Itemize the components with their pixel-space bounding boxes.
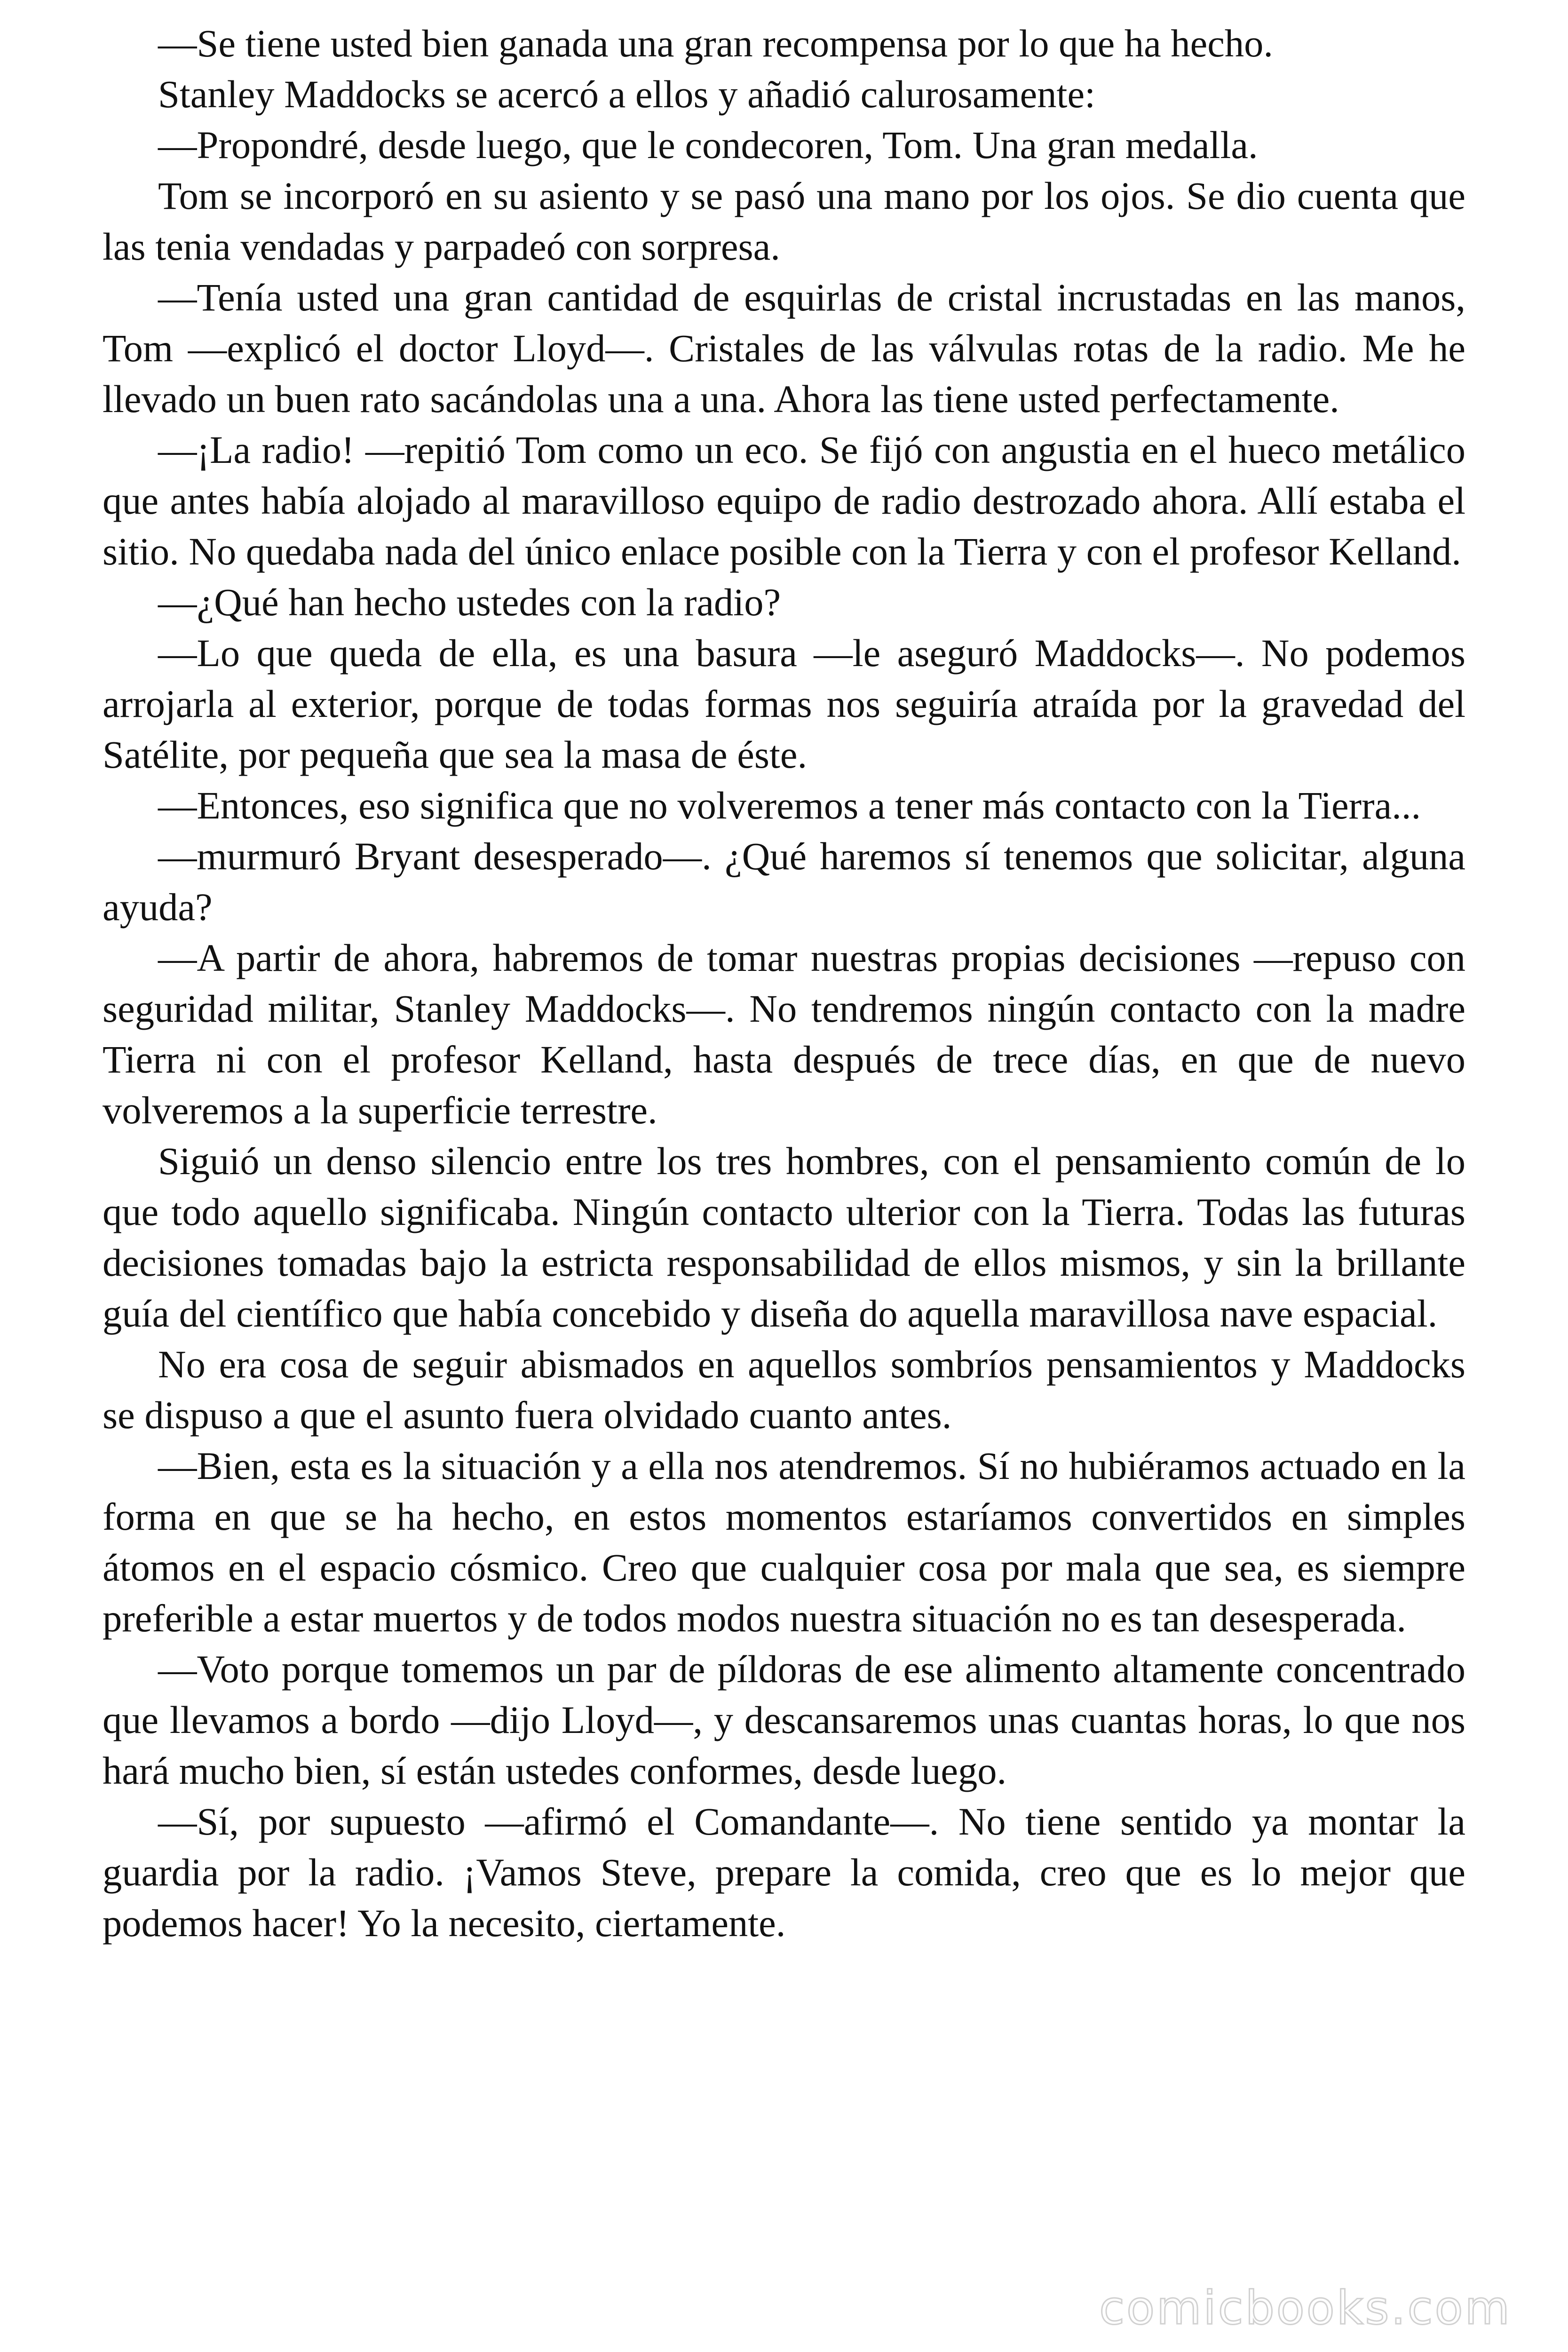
paragraph: —¿Qué han hecho ustedes con la radio? <box>158 580 781 624</box>
paragraph: Tom se incorporó en su asiento y se pasó una mano por los ojos. Se dio cuenta que las tenia vendadas y parpadeó con sorpresa. <box>103 174 1465 268</box>
paragraph: —Propondré, desde luego, que le condecoren, Tom. Una gran medalla. <box>158 123 1258 167</box>
paragraph: —Voto porque tomemos un par de píldoras de ese alimento altamente concentrado que llevamos a bordo —dijo Lloyd—, y descansaremos unas cuantas horas, lo que nos hará mucho bien, sí están ustedes conformes, desde luego. <box>103 1647 1465 1792</box>
watermark: comicbooks.com <box>1099 2281 1512 2335</box>
paragraph: —Tenía usted una gran cantidad de esquirlas de cristal incrustadas en las manos, Tom —explicó el doctor Lloyd—. Cristales de las válvulas rotas de la radio. Me he llevado un buen rato sacándolas una a una. Ahora las tiene usted perfectamente. <box>103 276 1465 421</box>
paragraph: —murmuró Bryant desesperado—. ¿Qué haremos sí tenemos que solicitar, alguna ayuda? <box>103 834 1465 929</box>
paragraph: —Lo que queda de ella, es una basura —le aseguró Maddocks—. No podemos arrojarla al exterior, porque de todas formas nos seguiría atraída por la gravedad del Satélite, por pequeña que sea la masa de éste. <box>103 631 1465 776</box>
paragraph: —Entonces, eso significa que no volveremos a tener más contacto con la Tierra... <box>158 784 1421 827</box>
paragraph: —Sí, por supuesto —afirmó el Comandante—. No tiene sentido ya montar la guardia por la radio. ¡Vamos Steve, prepare la comida, creo que es lo mejor que podemos hacer! Yo la necesito, ciertamente. <box>103 1800 1465 1945</box>
paragraph: Siguió un denso silencio entre los tres hombres, con el pensamiento común de lo que todo aquello significaba. Ningún contacto ulterior con la Tierra. Todas las futuras decisiones tomadas bajo la estricta responsabilidad de ellos mismos, y sin la brillante guía del científico que había concebido y diseña do aquella maravillosa nave espacial. <box>103 1139 1465 1335</box>
paragraph: —Se tiene usted bien ganada una gran recompensa por lo que ha hecho. <box>158 22 1274 65</box>
paragraph: No era cosa de seguir abismados en aquellos sombríos pensamientos y Maddocks se dispuso a que el asunto fuera olvidado cuanto antes. <box>103 1343 1465 1437</box>
book-page <box>103 18 1465 2276</box>
paragraph: —A partir de ahora, habremos de tomar nuestras propias decisiones —repuso con seguridad militar, Stanley Maddocks—. No tendremos ningún contacto con la madre Tierra ni con el profesor Kelland, hasta después de trece días, en que de nuevo volveremos a la superficie terrestre. <box>103 936 1465 1132</box>
paragraph: —¡La radio! —repitió Tom como un eco. Se fijó con angustia en el hueco metálico que antes había alojado al maravilloso equipo de radio destrozado ahora. Allí estaba el sitio. No quedaba nada del único enlace posible con la Tierra y con el profesor Kelland. <box>103 428 1465 573</box>
paragraph: Stanley Maddocks se acercó a ellos y añadió calurosamente: <box>158 72 1096 116</box>
paragraph: —Bien, esta es la situación y a ella nos atendremos. Sí no hubiéramos actuado en la forma en que se ha hecho, en estos momentos estaríamos convertidos en simples átomos en el espacio cósmico. Creo que cualquier cosa por mala que sea, es siempre preferible a estar muertos y de todos modos nuestra situación no es tan desesperada. <box>103 1444 1465 1640</box>
